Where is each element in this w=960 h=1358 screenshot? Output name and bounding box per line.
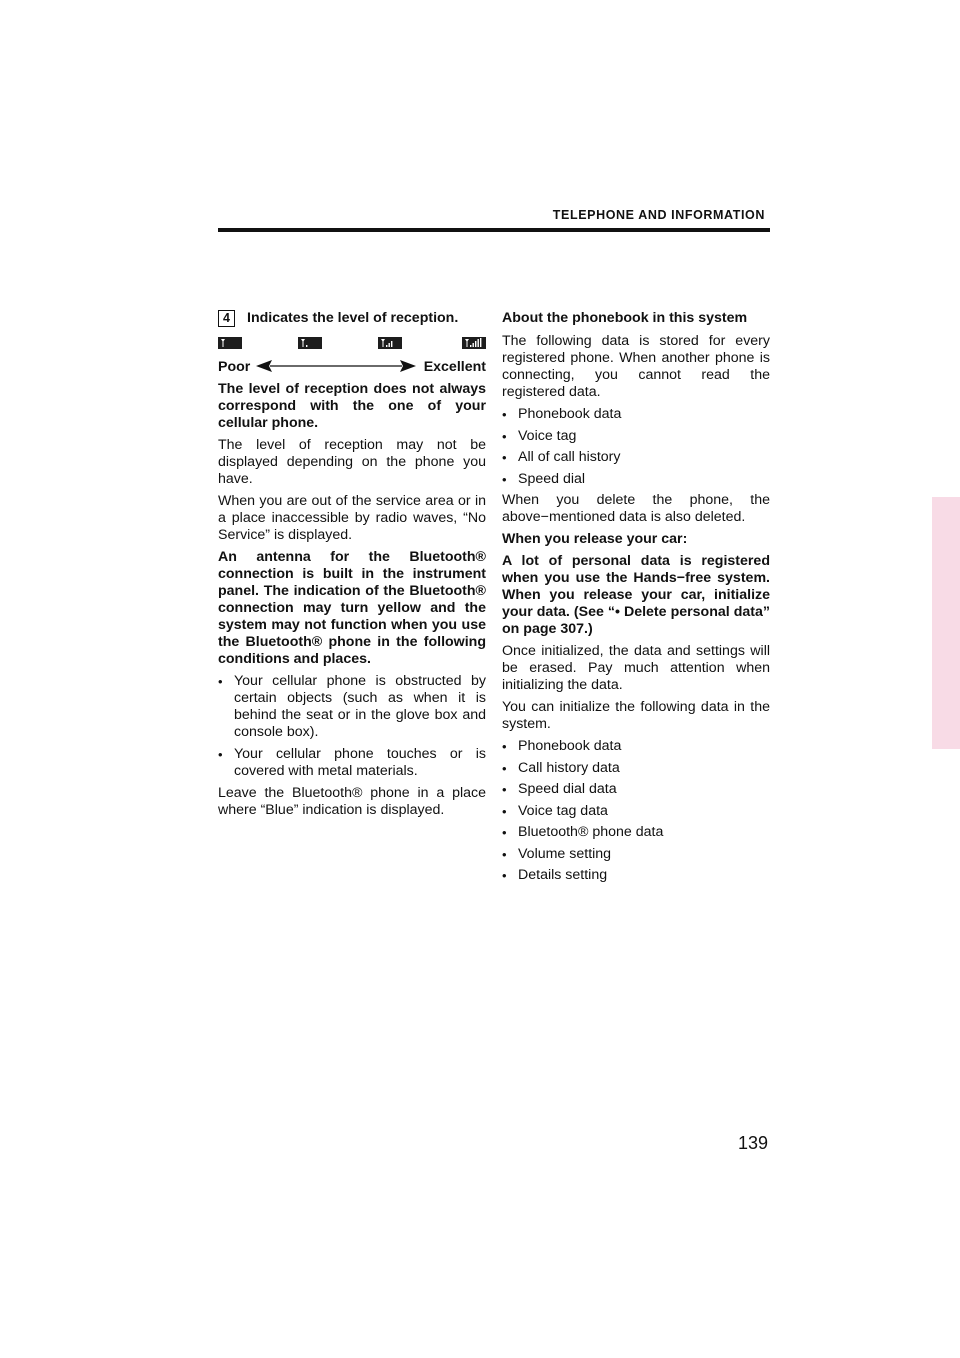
bullet-icon: • [502,428,507,444]
list-item-text: Voice tag [518,427,577,444]
release-heading: When you release your car: [502,531,688,547]
list-item [502,781,770,798]
list-item-text: Phonebook data [518,406,622,422]
bullet-icon: • [502,846,507,862]
no-service-note: When you are out of the service area or in a place inaccessible by radio waves, “No Service” is displayed. [218,493,486,543]
list-item-text: Voice tag data [518,802,608,819]
scale-excellent-label: Excellent [423,359,486,375]
list-item [502,406,770,423]
bullet-icon: • [218,747,223,762]
antenna-signal-1-icon [218,337,242,349]
list-item [502,824,770,841]
right-column [502,307,770,889]
step-number-box: 4 [218,310,235,327]
bullet-icon: • [502,803,507,819]
list-item [502,846,770,863]
reception-note: The level of reception does not always correspond with the one of your cellular phone. [218,381,486,431]
header-rule [218,228,770,232]
condition-item [218,673,486,741]
scale-poor-label: Poor [218,359,251,375]
phonebook-heading: About the phonebook in this system [502,309,748,326]
antenna-caution: An antenna for the Bluetooth® connection is built in the instrument panel. The indication of the Bluetooth® connection may turn yellow and the system may not function when you use the Bluetooth® phone in the following conditions and places. [218,549,486,667]
bullet-icon: • [502,471,507,487]
condition-text: Your cellular phone touches or is covered with metal materials. [234,746,486,779]
list-item-text: Details setting [518,867,608,883]
stored-data-list [502,406,770,488]
list-item [502,449,770,466]
signal-level-row [218,337,486,353]
left-column [218,307,486,819]
release-caution: A lot of personal data is registered when you use the Hands−free system. When you release your car, initialize your data. (See “• Delete personal data” on page 307.) [502,553,770,637]
list-item [502,803,770,820]
list-item [502,428,770,445]
bullet-icon: • [502,760,507,776]
list-item [502,760,770,777]
bullet-icon: • [502,825,507,840]
list-item-text: Volume setting [518,845,612,862]
initialize-intro: You can initialize the following data in the system. [502,699,770,732]
list-item-text: Phonebook data [518,738,622,754]
bullet-icon: • [502,739,507,754]
list-item [502,867,770,884]
initialize-note: Once initialized, the data and settings will be erased. Pay much attention when initializing the data. [502,643,770,693]
page-number: 139 [737,1133,768,1153]
antenna-signal-3-icon [378,337,402,349]
antenna-signal-2-icon [298,337,322,349]
section-side-tab [932,497,960,749]
bullet-icon: • [502,782,507,797]
delete-note: When you delete the phone, the above−mentioned data is also deleted. [502,492,770,525]
bullet-icon: • [502,407,507,422]
step-title: Indicates the level of reception. [247,309,459,326]
antenna-signal-4-icon [462,337,486,349]
condition-item [218,746,486,780]
bullet-icon: • [218,674,223,689]
reception-display-note: The level of reception may not be displayed depending on the phone you have. [218,437,486,487]
initialize-data-list [502,738,770,884]
list-item [502,738,770,755]
list-item-text: All of call history [518,449,621,465]
reception-scale-row [218,357,486,377]
list-item-text: Speed dial [518,470,586,487]
bullet-icon: • [502,450,507,465]
list-item-text: Bluetooth® phone data [518,824,664,840]
step-heading [218,307,486,329]
list-item [502,471,770,488]
list-item-text: Call history data [518,759,620,776]
section-header-title: TELEPHONE AND INFORMATION [552,208,765,222]
bullet-icon: • [502,868,507,883]
condition-text: Your cellular phone is obstructed by certain objects (such as when it is behind the seat or in the glove box and console box). [234,673,486,740]
double-arrow-icon [256,357,416,375]
closing-advice: Leave the Bluetooth® phone in a place where “Blue” indication is displayed. [218,785,486,818]
list-item-text: Speed dial data [518,781,617,797]
phonebook-intro: The following data is stored for every registered phone. When another phone is connecting, you cannot read the registered data. [502,333,770,400]
